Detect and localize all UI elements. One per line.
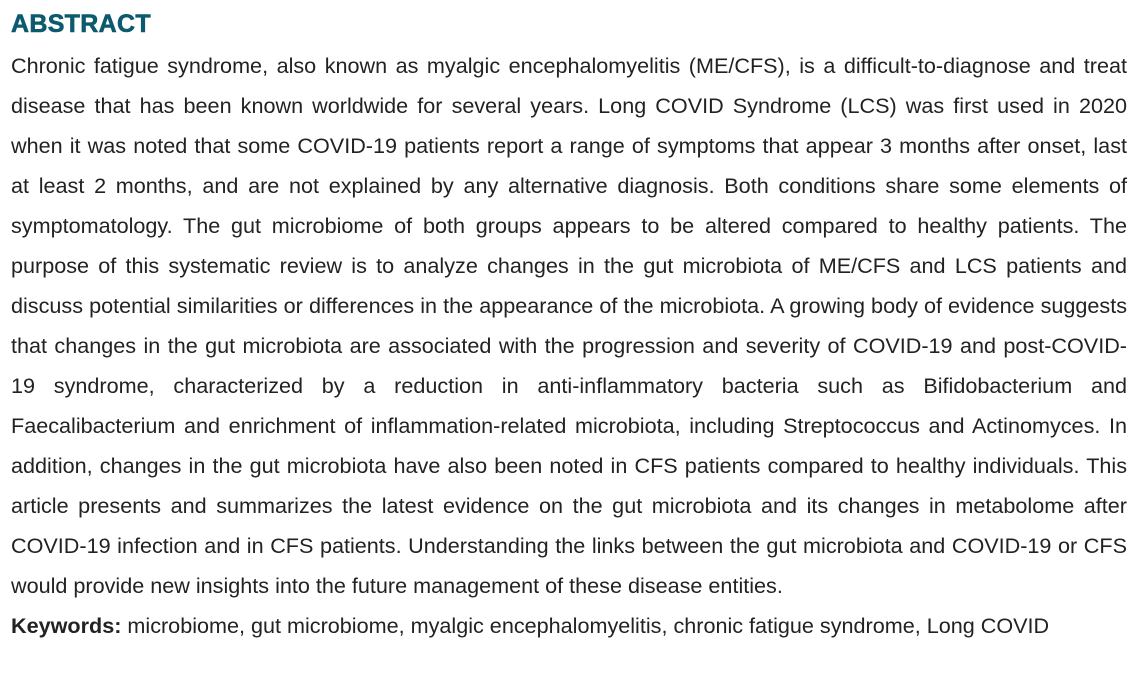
abstract-heading: ABSTRACT <box>11 10 151 38</box>
keywords-label: Keywords: <box>11 613 122 638</box>
abstract-section <box>11 8 1127 646</box>
keywords-line <box>11 606 1127 646</box>
keywords-list: microbiome, gut microbiome, myalgic encephalomyelitis, chronic fatigue syndrome, Long COVID <box>127 613 1050 638</box>
abstract-body: Chronic fatigue syndrome, also known as myalgic encephalomyelitis (ME/CFS), is a difficult-to-diagnose and treat disease that has been known worldwide for several years. Long COVID Syndrome (LCS) was first used in 2020 when it was noted that some COVID-19 patients report a range of symptoms that appear 3 months after onset, last at least 2 months, and are not explained by any alternative diagnosis. Both conditions share some elements of symptomatology. The gut microbiome of both groups appears to be altered compared to healthy patients. The purpose of this systematic review is to analyze changes in the gut microbiota of ME/CFS and LCS patients and discuss potential similarities or differences in the appearance of the microbiota. A growing body of evidence suggests that changes in the gut microbiota are associated with the progression and severity of COVID-19 and post-COVID-19 syndrome, characterized by a reduction in anti-inflammatory bacteria such as Bifidobacterium and Faecalibacterium and enrichment of inflammation-related microbiota, including Streptococcus and Actinomyces. In addition, changes in the gut microbiota have also been noted in CFS patients compared to healthy individuals. This article presents and summarizes the latest evidence on the gut microbiota and its changes in metabolome after COVID-19 infection and in CFS patients. Understanding the links between the gut microbiota and COVID-19 or CFS would provide new insights into the future management of these disease entities. <box>11 53 1127 598</box>
